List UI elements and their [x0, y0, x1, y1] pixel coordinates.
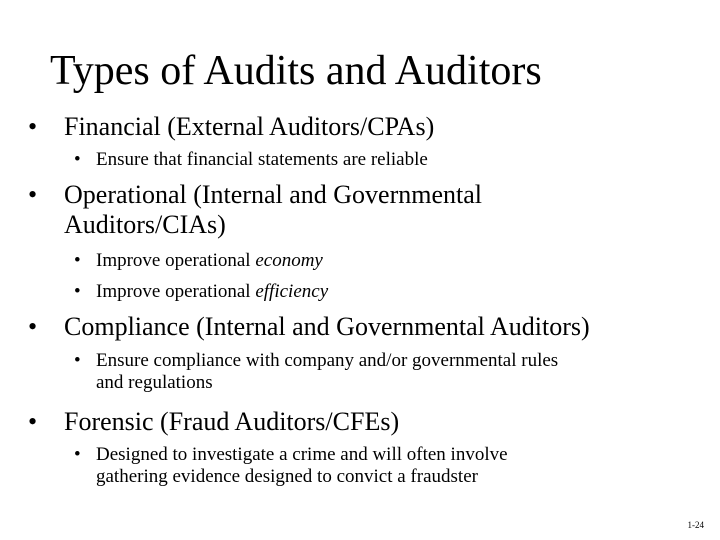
bullet-text-line-2: Auditors/CIAs) [64, 210, 226, 239]
sub-bullet-text [74, 250, 323, 272]
sub-bullet-text-line-1: Ensure compliance with company and/or governmental rules [96, 350, 559, 371]
bullet-operational [28, 180, 482, 240]
slide-title: Types of Audits and Auditors [50, 48, 542, 94]
sub-bullet-marker: • [74, 350, 81, 371]
emphasis-efficiency: efficiency [255, 281, 329, 302]
bullet-marker: • [28, 407, 38, 436]
slide-page-number: 1-24 [687, 520, 704, 530]
bullet-text: Compliance (Internal and Governmental Auditors) [64, 312, 590, 341]
sub-bullet-efficiency [74, 281, 328, 303]
sub-bullet-text [74, 281, 328, 303]
sub-bullet-prefix: Improve operational [96, 250, 256, 271]
sub-bullet-text-line-2: gathering evidence designed to convict a fraudster [96, 466, 478, 487]
bullet-compliance [28, 312, 590, 342]
sub-bullet-marker: • [74, 250, 81, 271]
bullet-financial [28, 112, 434, 142]
sub-bullet-text-line-1: Designed to investigate a crime and will often involve [96, 444, 508, 465]
bullet-forensic [28, 407, 399, 437]
bullet-marker: • [28, 312, 38, 341]
sub-bullet-marker: • [74, 444, 81, 465]
bullet-marker: • [28, 180, 38, 209]
sub-bullet-text-line-2: and regulations [96, 372, 213, 393]
emphasis-economy: economy [255, 250, 323, 271]
sub-bullet-marker: • [74, 149, 81, 170]
sub-bullet-reliable-statements [74, 149, 428, 171]
sub-bullet-compliance-rules [74, 350, 558, 394]
bullet-text: Financial (External Auditors/CPAs) [64, 112, 435, 141]
sub-bullet-economy [74, 250, 323, 272]
bullet-text-line-1: Operational (Internal and Governmental [64, 180, 482, 209]
bullet-marker: • [28, 112, 38, 141]
sub-bullet-marker: • [74, 281, 81, 302]
sub-bullet-text: Ensure that financial statements are reliable [96, 149, 428, 170]
sub-bullet-prefix: Improve operational [96, 281, 256, 302]
sub-bullet-fraud-investigation [74, 444, 508, 488]
bullet-text: Forensic (Fraud Auditors/CFEs) [64, 407, 400, 436]
